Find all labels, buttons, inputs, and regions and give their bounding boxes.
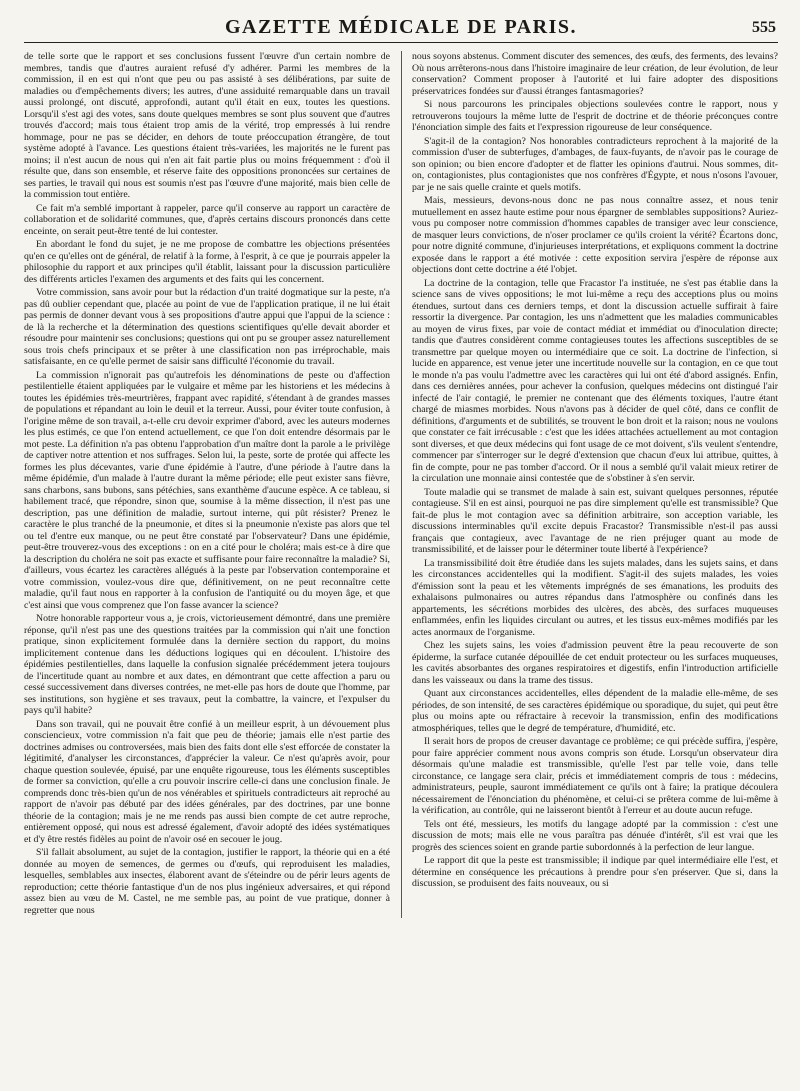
paragraph: Votre commission, sans avoir pour but la rédaction d'un traité dogmatique sur la peste, n'a pas dû oublier cependant que, placée au point de vue de l'application pratique, il ne lui était pas permis de donner devant vous à ses propositions d'autre appui que l'appui de la science : de là la recherche et la détermination des questions scientifiques qu'elle devait aborder et résoudre pour maintenir ses conclusions; questions qui ont pu se grouper assez naturellement sous trois chefs principaux et se prêter à une classification non pas irréprochable, mais satisfaisante, en ce qu'elle permet de saisir sans difficulté l'économie du travail.	[24, 287, 390, 367]
right-column	[412, 51, 778, 918]
paragraph: S'il fallait absolument, au sujet de la contagion, justifier le rapport, la théorie qui en a été donnée au moyen de semences, de germes ou d'œufs, qui reproduisent les maladies, lesquelles, semblables aux insectes, élaborent avant de s'éteindre ou de périr leurs agents de reproduction; cette théorie fantastique d'un de nos plus ingénieux adversaires, et qui répond assez bien au vœu de M. Castel, ne me semble pas, au point de vue pratique, donner à regretter que nous	[24, 847, 390, 916]
page-header	[24, 14, 778, 43]
paragraph: Toute maladie qui se transmet de malade à sain est, suivant quelques personnes, réputée contagieuse. S'il en est ainsi, pourquoi ne pas dire simplement qu'elle est transmissible? Que fait-de plus le mot contagion avec sa définition arbitraire, son acception variable, les discussions interminables qu'il excite depuis Fracastor? Transmissible n'est-il pas aussi français que contagieux, avec l'avantage de ne rien préjuger quant au mode de transmissibilité, et de laisser pour le déterminer toute liberté à l'expérience?	[412, 486, 778, 555]
left-column	[24, 51, 390, 918]
text-columns	[24, 51, 778, 918]
paragraph: La transmissibilité doit être étudiée dans les sujets malades, dans les sujets sains, et dans les circonstances accidentelles qui la modifient. S'agit-il des sujets malades, les voies d'émission sont la peau et les vêtements imprégnés de ses émanations, les produits des exhalaisons pulmonaires ou autres répandus dans l'atmosphère ou confinés dans les appartements, les sécrétions morbides des ulcères, des abcès, des surfaces muqueuses enflammées, enfin les liquides circulant ou autres, et les tissus eux-mêmes modifiés par les actes anormaux de l'organisme.	[412, 557, 778, 638]
paragraph: Notre honorable rapporteur vous a, je crois, victorieusement démontré, dans une première réponse, qu'il n'est pas une des questions traitées par la commission qui n'ait une fonction pratique, sinon explicitement formulée dans la dernière section du rapport, du moins implicitement contenue dans les déductions logiques qui en découlent. L'histoire des épidémies pestilentielles, dans laquelle la confusion signalée précédemment jetera toujours de l'incertitude quant au nombre et aux dates, en démontrant que cette affection a paru ou cessé successivement dans diverses contrées, ne met-elle pas hors de doute que l'homme, par ses institutions, son hygiène et ses travaux, peut la combattre, la vaincre, et l'expulser du pays qu'il habite?	[24, 613, 390, 716]
paragraph: En abordant le fond du sujet, je ne me propose de combattre les objections présentées qu'en ce qu'elles ont de général, de relatif à la forme, à l'esprit, à ce que je pourrais appeler la philosophie du rapport et aux principes qu'il établit, laissant pour la discussion particulière des différents articles l'examen des arguments et des faits qui les concernent.	[24, 239, 390, 285]
paragraph: S'agit-il de la contagion? Nos honorables contradicteurs reprochent à la majorité de la commission d'user de subterfuges, d'ambages, de faux-fuyants, de n'avoir pas le courage de son opinion; ou bien encore d'adopter et de flatter les opinions d'autrui. Nous sommes, dit-on, contagionistes, plus contagionistes que nos confrères d'Égypte, et nous n'osons l'avouer, par je ne sais quelle crainte et quels motifs.	[412, 135, 778, 193]
paragraph: Chez les sujets sains, les voies d'admission peuvent être la peau recouverte de son épiderme, la surface cutanée dépouillée de cet enduit protecteur ou les surfaces muqueuses, les cavités absorbantes des organes respiratoires et digestifs, enfin l'introduction artificielle dans les vaisseaux ou dans la trame des tissus.	[412, 640, 778, 686]
paragraph: Tels ont été, messieurs, les motifs du langage adopté par la commission : c'est une discussion de mots; mais elle ne vous paraîtra pas dénuée d'intérêt, s'il est vrai que les progrès des sciences soient en grande partie subordonnés à la perfection de leur langue.	[412, 818, 778, 853]
paragraph: de telle sorte que le rapport et ses conclusions fussent l'œuvre d'un certain nombre de membres, tandis que d'autres auraient refusé d'y adhérer. Parmi les membres de la commission, il en est qui n'ont que peu ou pas assisté à ses délibérations, par suite de maladies ou d'empêchements divers; les autres, d'une assiduité remarquable dans un travail aussi prolongé, ont discuté, approfondi, autant qu'il était en eux, toutes les questions. Lorsqu'il s'est agi des votes, sans doute quelques membres se sont plus souvent que d'autres trouvés d'accord; mais tous étaient trop amis de la vérité, trop empressés à lui rendre hommage, pour ne pas se décider, en dehors de toute préoccupation étrangère, de tout système adopté à l'avance. Les questions étaient très-variées, les majorités ne le furent pas moins; il n'est aucun de nous qui n'en ait fait partie plus ou moins fréquemment : d'où il résulte que, dans son ensemble, et réserve faite des oppositions prononcées sur certaines de ses parties, le travail qui nous est soumis n'est pas l'œuvre d'une majorité, mais bien celle de la commission tout entière.	[24, 51, 390, 200]
paragraph: nous soyons abstenus. Comment discuter des semences, des œufs, des ferments, des levains? Où nous arrêterons-nous dans l'histoire imaginaire de leur création, de leur évolution, de leur conservation? Comment proposer à l'autorité et lui faire adopter des dispositions préservatrices fondées sur d'aussi étranges fantasmagories?	[412, 51, 778, 97]
paragraph: La doctrine de la contagion, telle que Fracastor l'a instituée, ne s'est pas établie dans la science sans de vives oppositions; le mot lui-même a reçu des acceptions plus ou moins étendues, surtout dans ces derniers temps, et dont la discussion actuelle suffirait à faire ressortir la divergence. Par contagion, les uns n'admettent que les maladies communicables au moyen de virus fixes, par voie de contact médiat et immédiat ou d'inoculation directe; tandis que d'autres considèrent comme contagieuses toutes les affections susceptibles de se transmettre par quelque moyen ou intermédiaire que ce soit. La doctrine de l'infection, si lucide en apparence, est venue jeter une incertitude nouvelle sur la contagion, en ce que tout le monde n'a pas voulu l'admettre avec les caractères qui lui ont été d'abord assignés. Enfin, dans ces dernières années, pour achever la confusion, quelques médecins ont distingué l'air infecté de l'air contagié, le premier ne contenant que des éléments toxiques, l'autre étant chargé de miasmes morbides. Nous n'avons pas à décider de quel côté, dans ce conflit de définitions, d'arguments et de subtilités, se trouvent le bon droit et la raison; nous ne voulons que constater ce fait irrécusable : c'est que les idées attachées actuellement au mot contagion sont diverses, et que deux médecins qui font usage de ce mot doivent, s'ils veulent s'entendre, commencer par s'interroger sur le degré d'extension que chacun d'eux lui attribue, quittes, à fin de compte, pour ne pas tomber d'accord. Or il nous a semblé qu'il valait mieux retirer de la circulation une monnaie ainsi contestée que de s'obstiner à s'en servir.	[412, 277, 778, 484]
paragraph: Dans son travail, qui ne pouvait être confié à un meilleur esprit, à un dévouement plus consciencieux, votre commission n'a fait que peu de théorie; jamais elle n'est partie des doctrines admises ou controversées, mais bien des faits dont elle s'est efforcée de constater la légitimité, d'analyser les circonstances, d'apprécier la valeur. Ce n'est qu'après avoir, pour chaque question soulevée, épuisé, par une enquête rigoureuse, tous les éléments susceptibles de former sa conviction, qu'elle a cru pouvoir inscrire celle-ci dans une conclusion finale. Je comprends donc très-bien qu'un de nos vénérables et spirituels contradicteurs ait reproché au rapport de n'avoir pas débuté par des idées générales, par des doctrines, par une bonne théorie de la contagion; mais je ne me rends pas aussi bien compte de cet autre reproche, entièrement opposé, qui nous est adressé également, d'avoir adopté des idées systématiques et d'y être restés fidèles au point de n'avoir osé en secouer le joug.	[24, 718, 390, 845]
running-title: GAZETTE MÉDICALE DE PARIS.	[224, 16, 578, 38]
paragraph: Il serait hors de propos de creuser davantage ce problème; ce qui précède suffira, j'espère, pour faire apprécier comment nous avons compris son étude. Lorsqu'un observateur dira désormais qu'une maladie est transmissible, qu'elle l'est par telle voie, dans telle circonstance, ce langage sera clair, précis et immédiatement compris de tous : médecins, administrateurs, peuple, sauront immédiatement ce qu'ils ont à faire; la pratique découlera nécessairement de l'énonciation du phénomène, et celui-ci se prêtera comme de lui-même à la vérification, au contrôle, qui ne laisseront bientôt à l'erreur et au doute aucun refuge.	[412, 736, 778, 816]
paragraph: Mais, messieurs, devons-nous donc ne pas nous connaître assez, et nous tenir mutuellement en assez haute estime pour nous épargner de semblables suppositions? Auriez-vous pu composer notre commission d'hommes capables de transiger avec leur conscience, de masquer leurs convictions, de n'oser proclamer ce qu'ils croient la vérité? Écartons donc, pour notre dignité commune, d'injurieuses interprétations, et expliquons comment la doctrine exposée dans le rapport a été motivée : cette exposition servira j'espère de réponse aux objections dont cette doctrine a été l'objet.	[412, 195, 778, 275]
paragraph: Ce fait m'a semblé important à rappeler, parce qu'il conserve au rapport un caractère de collaboration et de solidarité communes, que, d'après certains discours prononcés dans cette enceinte, on serait peut-être tenté de lui contester.	[24, 202, 390, 237]
paragraph: La commission n'ignorait pas qu'autrefois les dénominations de peste ou d'affection pestilentielle étaient appliquées par le vulgaire et même par les historiens et les médecins à toutes les épidémies très-meurtrières, frappant avec rapidité, s'étendant à de grandes masses de populations et répandant au loin le deuil et la terreur. Aussi, pour éviter toute confusion, à l'origine même de son travail, a-t-elle cru devoir exprimer d'abord, avec les auteurs modernes les plus estimés, ce que l'on entend actuellement, ce que l'on doit entendre désormais par le mot peste. La définition n'a pas obtenu l'approbation d'un maître dont la parole a le privilège de captiver notre attention et nos suffrages. Selon lui, la peste, sorte de protée qui affecte les formes les plus décevantes, varie d'une épidémie à l'autre, d'une période à l'autre dans la même épidémie, d'un malade à l'autre durant la même période; elle peut exister sans fièvre, sans charbons, sans bubons, sans pétéchies, sans exanthème d'aucune espèce. A ce tableau, si habilement tracé, que répondre, sinon que, soumise à la même dissection, il n'est pas une description, pas une définition de maladie, surtout interne, qui pût résister? Prenez le caractère le plus tranché de la pneumonie, et dites si la pneumonie n'existe pas alors que tel ou tel d'entre eux manque, ou ne peut être constaté par l'observateur? Dans une épidémie, peut-être trouverez-vous des exceptions : on en a cité pour le choléra; mais est-ce à dire que la description du choléra ne soit pas exacte et suffisante pour faire reconnaître la maladie? Si, d'ailleurs, vous écartez les caractères allégués à la peste par l'observation contemporaine et votre commission, voulez-vous dire que, définitivement, on ne peut reconnaître cette maladie, qu'il faut nous en rapporter à la confusion de l'antiquité ou du moyen âge, et que c'est ainsi que vous comprenez que l'on fasse avancer la science?	[24, 369, 390, 611]
paragraph: Le rapport dit que la peste est transmissible; il indique par quel intermédiaire elle l'est, et détermine en conséquence les précautions à prendre pour s'en préserver. Que si, dans la discussion, se produisent des faits nouveaux, ou si	[412, 855, 778, 889]
column-divider	[401, 51, 402, 918]
paragraph: Si nous parcourons les principales objections soulevées contre le rapport, nous y retrouverons toujours la même lutte de l'esprit de doctrine et de théorie préconçues contre l'énonciation simple des faits et l'expression rigoureuse de leur conséquence.	[412, 99, 778, 133]
page-number: 555	[752, 19, 776, 36]
paragraph: Quant aux circonstances accidentelles, elles dépendent de la maladie elle-même, de ses périodes, de son intensité, de ses caractères épidémique ou sporadique, du sujet, qui peut être plus ou moins apte ou réfractaire à recevoir la transmission, enfin des modifications atmosphériques, telles que le degré de température, d'humidité, etc.	[412, 688, 778, 734]
